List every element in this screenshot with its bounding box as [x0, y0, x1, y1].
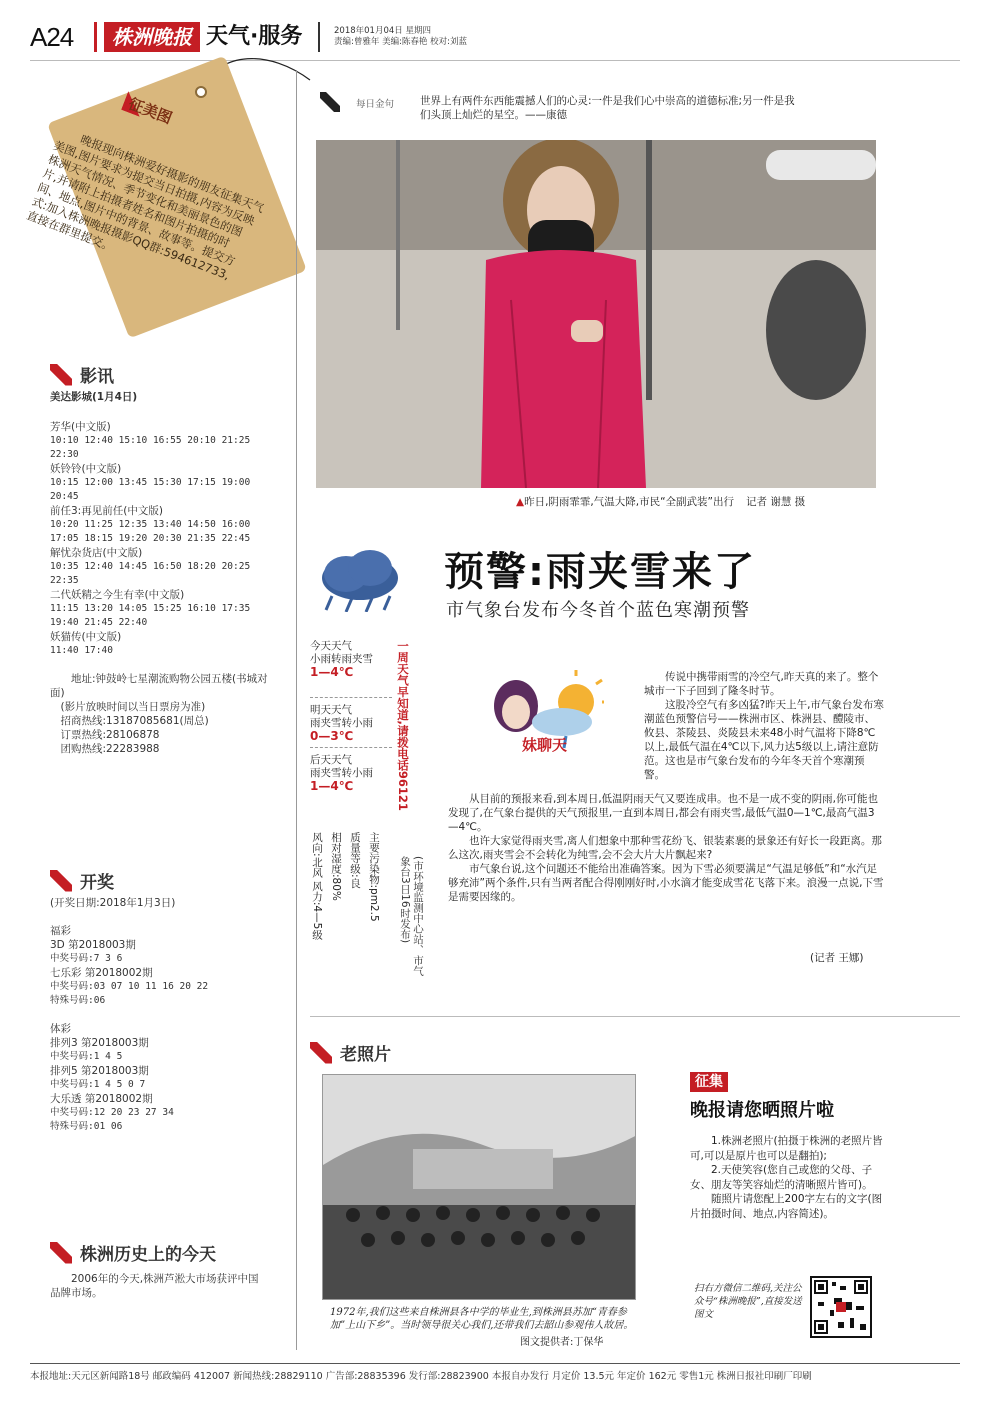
- film-name: 二代妖精之今生有幸(中文版): [50, 589, 185, 601]
- film-item: [50, 462, 280, 504]
- film-times: 10:20 11:25 12:35 13:40 14:50 16:00 17:05 18:15 19:20 20:30 21:35 22:45: [50, 519, 251, 544]
- movies-header: [50, 362, 114, 387]
- article-paragraph: 传说中携带雨雪的冷空气,昨天真的来了。整个城市一下子回到了隆冬时节。: [644, 671, 879, 697]
- daily-quote: 世界上有两件东西能震撼人们的心灵:一件是我们心中崇高的道德标准;另一件是我们头顶上灿烂的星空。——康德: [420, 95, 795, 121]
- photo-caption: [516, 494, 805, 509]
- newspaper-logo: 株洲晚报: [104, 22, 200, 52]
- weather-hotline: 一周天气早知道,请拨电话96121: [396, 640, 410, 811]
- film-item: [50, 588, 280, 630]
- film-name: 前任3:再见前任(中文版): [50, 505, 163, 517]
- film-name: 妖铃铃(中文版): [50, 463, 122, 475]
- draw-qlc: 七乐彩 第2018002期: [50, 967, 153, 979]
- article-body-top: [644, 670, 884, 782]
- main-photo: [316, 140, 876, 488]
- draw-pl5-numbers: 中奖号码:1 4 5 0 7: [50, 1079, 146, 1090]
- column-divider: [296, 70, 297, 1350]
- film-times: 10:10 12:40 15:10 16:55 20:10 21:25 22:30: [50, 435, 251, 460]
- arrow-icon: [50, 870, 72, 892]
- lottery-title: 开奖: [80, 873, 114, 893]
- article-body-bottom: [448, 792, 884, 904]
- lottery-header: [50, 868, 114, 893]
- group-photo-illustration: [323, 1075, 636, 1300]
- page-number: A24: [30, 22, 74, 52]
- tag-hole: [195, 86, 207, 98]
- subheadline: 市气象台发布今冬首个蓝色寒潮预警: [446, 600, 750, 621]
- tomorrow-temp: 0—3℃: [310, 729, 354, 743]
- welfare-lottery-label: 福彩: [50, 925, 71, 937]
- draw-dlt: 大乐透 第2018002期: [50, 1093, 153, 1105]
- arrow-icon: [310, 1042, 332, 1064]
- draw-date: (开奖日期:2018年1月3日): [50, 897, 176, 909]
- draw-dlt-numbers: 中奖号码:12 20 23 27 34: [50, 1107, 174, 1118]
- film-item: [50, 630, 280, 658]
- column-logo: [472, 670, 604, 756]
- aqi-grade: 质量等级:良: [349, 832, 361, 889]
- old-photo-credit: 图文提供者:丁保华: [520, 1337, 604, 1348]
- tag-text: 晚报现向株洲爱好摄影的朋友征集天气美图,图片要求为提交当日拍摄,内容为反映株洲天气情况、季节变化和美丽景色的图片,并请附上拍摄者姓名和图片拍摄的时间、地点,图片中的背景、故事等。提交方式:加入株洲晚报摄影QQ群:594612733,直接在群里提交。: [24, 132, 266, 283]
- arrow-icon: [50, 364, 72, 386]
- business-hotline: 招商热线:13187085681(周总): [60, 715, 209, 727]
- draw-pl3-numbers: 中奖号码:1 4 5: [50, 1051, 123, 1062]
- after-tomorrow-temp: 1—4℃: [310, 779, 354, 793]
- old-photo-header: [310, 1040, 391, 1065]
- cinema-name: 美达影城(1月4日): [50, 391, 138, 403]
- film-name: 妖猫传(中文版): [50, 631, 122, 643]
- solicit-item: 1.株洲老照片(拍摄于株洲的老照片皆可,可以是原片也可以是翻拍);: [690, 1135, 883, 1162]
- group-hotline: 团购热线:22283988: [60, 743, 160, 755]
- after-tomorrow-label: 后天天气: [310, 754, 352, 766]
- quote-label: 每日金句: [356, 99, 395, 110]
- old-photo-title: 老照片: [340, 1045, 391, 1065]
- photo-credit: 记者 谢慧 摄: [745, 496, 806, 508]
- woman-in-red-coat-illustration: [316, 140, 876, 488]
- today-label: 今天天气: [310, 640, 352, 652]
- after-tomorrow-desc: 雨夹雪转小雨: [310, 767, 373, 779]
- column-name: 妹聊天: [522, 736, 568, 754]
- film-name: 解忧杂货店(中文版): [50, 547, 143, 559]
- movies-title: 影讯: [80, 367, 114, 387]
- film-times: 10:15 12:00 13:45 15:30 17:15 19:00 20:45: [50, 477, 251, 502]
- draw-pl5: 排列5 第2018003期: [50, 1065, 149, 1077]
- aqi-wind: 风向:北风 风力:4—5级: [311, 832, 323, 940]
- arrow-icon: [320, 92, 340, 112]
- draw-pl3: 排列3 第2018003期: [50, 1037, 149, 1049]
- solicit-item: 随照片请您配上200字左右的文字(图片拍摄时间、地点,内容简述)。: [690, 1193, 883, 1220]
- tomorrow-label: 明天天气: [310, 704, 352, 716]
- today-temp: 1—4℃: [310, 665, 354, 679]
- history-header: [50, 1240, 216, 1265]
- header-separator: [318, 22, 320, 52]
- film-times: 10:35 12:40 14:45 16:50 18:20 20:25 22:35: [50, 561, 251, 586]
- headline: 预警:雨夹雪来了: [444, 549, 756, 595]
- masthead-bar: [94, 22, 97, 52]
- film-item: [50, 546, 280, 588]
- film-item: [50, 420, 280, 462]
- air-quality: [310, 832, 382, 992]
- monitor-source: (市环境监测中心站、市气象台3日16时发布): [399, 856, 424, 976]
- draw-qlc-special: 特殊号码:06: [50, 995, 106, 1006]
- solicit-title: 晚报请您晒照片啦: [690, 1100, 834, 1121]
- issue-date: 2018年01月04日 星期四: [334, 26, 431, 36]
- section-rule: [310, 1016, 960, 1017]
- cinema-address: 地址:钟鼓岭七星潮流购物公园五楼(书城对面): [50, 673, 268, 699]
- film-item: [50, 504, 280, 546]
- forecast-box: [310, 640, 392, 793]
- qr-instructions: 扫右方微信二维码,关注公众号“株洲晚报”,直接发送图文: [694, 1283, 802, 1320]
- aqi-pollutant: 主要污染物:pm2.5: [368, 832, 380, 922]
- caption-text: 昨日,阴雨霏霏,气温大降,市民“全副武装”出行: [524, 496, 734, 508]
- ticket-hotline: 订票热线:28106878: [60, 729, 160, 741]
- film-times: 11:40 17:40: [50, 645, 113, 656]
- article-paragraph: 也许大家觉得雨夹雪,离人们想象中那种雪花纷飞、银装素裹的景象还有好长一段距离。那么这次,雨夹雪会不会转化为纯雪,会不会大片大片飘起来?: [448, 835, 882, 861]
- article-paragraph: 市气象台说,这个问题还不能给出准确答案。因为下雪必须要满足“气温足够低”和“水汽足够充沛”两个条件,只有当两者配合得刚刚好时,小水滴才能变成雪花飞落下来。浪漫一点说,下雪是需要因缘的。: [448, 863, 884, 903]
- article-byline: (记者 王娜): [810, 952, 864, 964]
- solicit-body: [690, 1134, 890, 1221]
- arrow-icon: [50, 1242, 72, 1264]
- sports-lottery-label: 体彩: [50, 1023, 71, 1035]
- draw-3d-numbers: 中奖号码:7 3 6: [50, 953, 123, 964]
- draw-dlt-special: 特殊号码:01 06: [50, 1121, 123, 1132]
- issue-meta: [334, 26, 534, 48]
- solicit-item: 2.天使笑容(您自己或您的父母、子女、朋友等笑容灿烂的清晰照片皆可)。: [690, 1164, 873, 1191]
- article-paragraph: 这股冷空气有多凶猛?昨天上午,市气象台发布寒潮蓝色预警信号——株洲市区、株洲县、醴陵市、攸县、茶陵县、炎陵县未来48小时气温将下降8℃以上,最低气温在4℃以下,风力达5级以上,请注意防范。这也是市气象台发布的今年冬天首个寒潮预警。: [644, 699, 884, 781]
- film-name: 芳华(中文版): [50, 421, 111, 433]
- footer-info: 本报地址:天元区新闻路18号 邮政编码 412007 新闻热线:28829110 广告部:28835396 发行部:28823900 本报自办发行 月定价 13.5元 年定价 162元 零售1元 株洲日报社印刷厂印刷: [30, 1371, 812, 1382]
- draw-3d: 3D 第2018003期: [50, 939, 136, 951]
- article-paragraph: 从目前的预报来看,到本周日,低温阴雨天气又要连成串。也不是一成不变的阴雨,你可能也发现了,在气象台提供的天气预报里,一直到本周日,都会有雨夹雪,最低气温0—1℃,最高气温3—4℃。: [448, 793, 879, 833]
- history-text: 2006年的今天,株洲芦淞大市场获评中国品牌市场。: [50, 1273, 259, 1299]
- qr-code-icon[interactable]: [810, 1276, 872, 1338]
- rain-cloud-icon: [316, 548, 402, 612]
- film-times: 11:15 13:20 14:05 15:25 16:10 17:35 19:40 21:45 22:40: [50, 603, 251, 628]
- today-desc: 小雨转雨夹雪: [310, 653, 373, 665]
- section-title: 天气·服务: [206, 24, 303, 49]
- lottery-listing: [50, 896, 280, 1134]
- old-photo-caption: 1972年,我们这些来自株洲县各中学的毕业生,到株洲县苏加“青春参加”上山下乡”。当时领导很关心我们,还带我们去韶山参观伟人故居。: [330, 1307, 634, 1331]
- history-title: 株洲历史上的今天: [80, 1245, 216, 1265]
- footer-rule: [30, 1363, 960, 1364]
- draw-qlc-numbers: 中奖号码:03 07 10 11 16 20 22: [50, 981, 209, 992]
- aqi-humidity: 相对湿度:80%: [330, 832, 342, 901]
- screening-note: (影片放映时间以当日票房为准): [60, 701, 206, 713]
- tag-title: 征美图: [126, 94, 175, 128]
- tomorrow-desc: 雨夹雪转小雨: [310, 717, 373, 729]
- movie-listing: [50, 390, 280, 756]
- issue-editors: 责编:曾雅年 美编:陈春艳 校对:刘蓝: [334, 37, 467, 47]
- triangle-icon: ▲: [516, 496, 525, 508]
- header-rule: [30, 60, 960, 61]
- solicit-tag: 征集: [690, 1072, 728, 1092]
- old-group-photo: [322, 1074, 636, 1300]
